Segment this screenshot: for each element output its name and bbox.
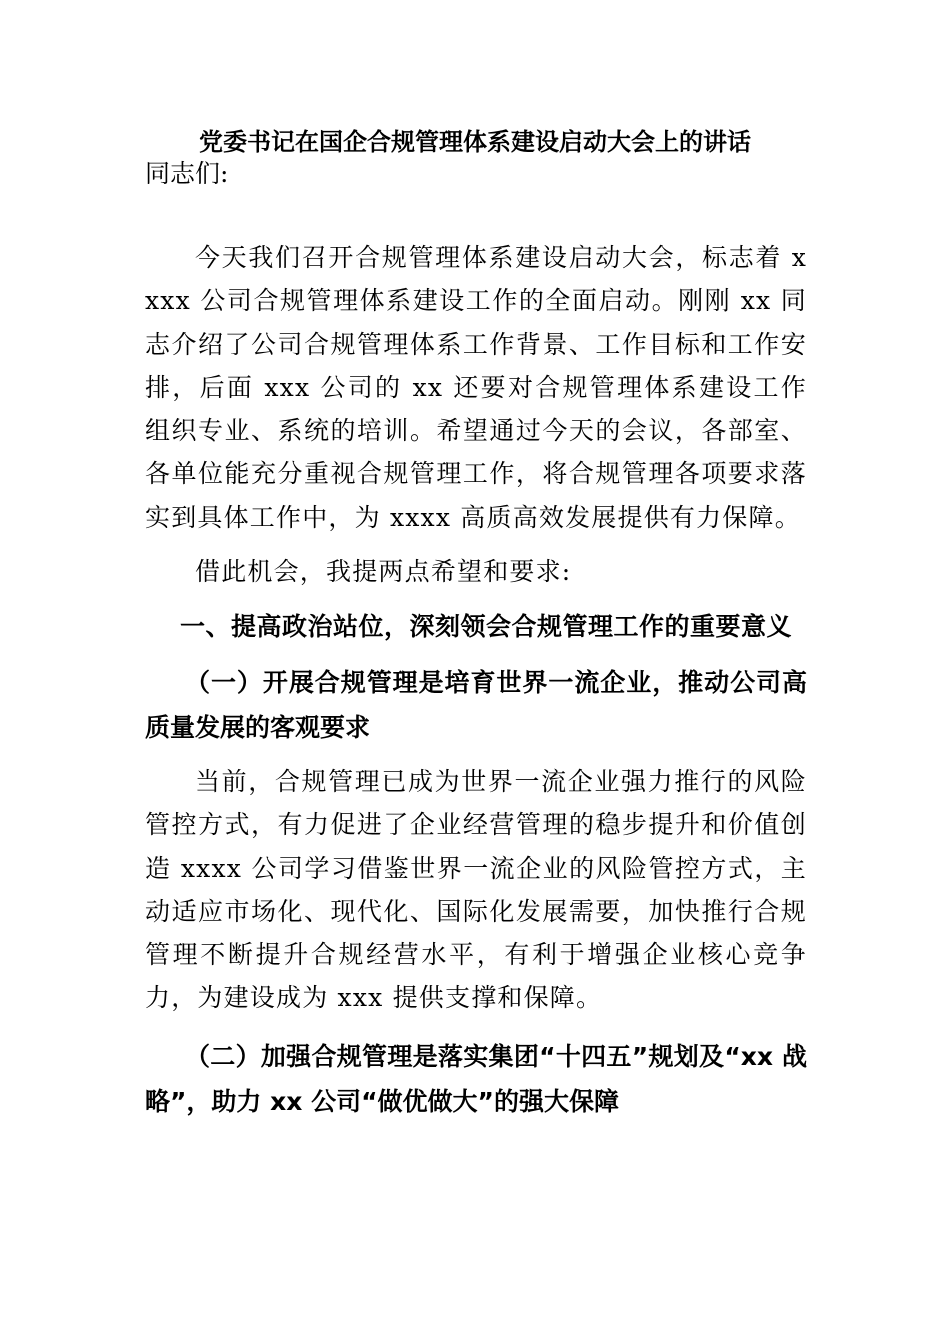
- paragraph-intro: 今天我们召开合规管理体系建设启动大会，标志着 xxxx 公司合规管理体系建设工作的全面启动。刚刚 xx 同志介绍了公司合规管理体系工作背景、工作目标和工作安排，后面 xxx 公司的 xx 还要对合规管理体系建设工作组织专业、系统的培训。希望通过今天的会议，各部室、各单位能充分重视合规管理工作，将合规管理各项要求落实到具体工作中，为 xxxx 高质高效发展提供有力保障。: [145, 243, 807, 532]
- subsection-heading-2: （二）加强合规管理是落实集团“十四五”规划及“xx 战略”，助力 xx 公司“做优做大”的强大保障: [145, 1042, 807, 1116]
- salutation: 同志们:: [145, 159, 229, 188]
- paragraph-current-situation: 当前，合规管理已成为世界一流企业强力推行的风险管控方式，有力促进了企业经营管理的稳步提升和价值创造 xxxx 公司学习借鉴世界一流企业的风险管控方式，主动适应市场化、现代化、国际化发展需要，加快推行合规管理不断提升合规经营水平，有利于增强企业核心竞争力，为建设成为 xxx 提供支撑和保障。: [145, 767, 807, 1013]
- paragraph-requirements-intro: 借此机会，我提两点希望和要求:: [195, 557, 572, 586]
- section-heading-1: 一、提高政治站位，深刻领会合规管理工作的重要意义: [180, 612, 793, 641]
- document-title: 党委书记在国企合规管理体系建设启动大会上的讲话: [199, 128, 751, 156]
- subsection-heading-1: （一）开展合规管理是培育世界一流企业，推动公司高质量发展的客观要求: [145, 668, 807, 742]
